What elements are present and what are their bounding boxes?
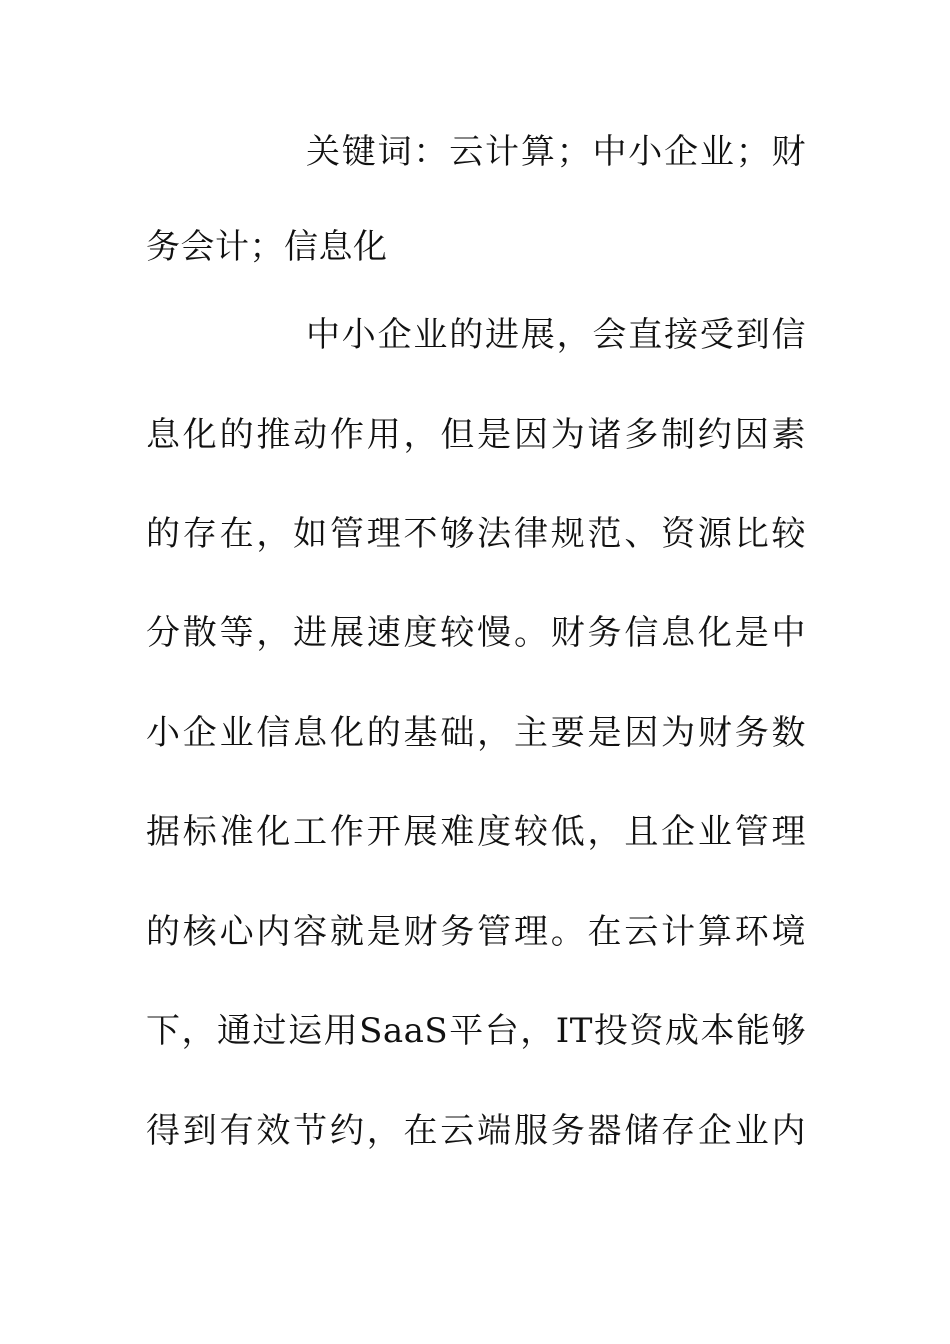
paragraph-line-5: 小企业信息化的基础，主要是因为财务数 [146,713,806,753]
paragraph-line-1: 中小企业的进展，会直接受到信 [306,315,806,355]
paragraph-line-3: 的存在，如管理不够法律规范、资源比较 [146,514,806,554]
paragraph-line-4: 分散等，进展速度较慢。财务信息化是中 [146,613,806,653]
paragraph-line-9: 得到有效节约，在云端服务器储存企业内 [146,1111,806,1151]
paragraph-line-2: 息化的推动作用，但是因为诸多制约因素 [146,415,806,455]
keywords-line-2: 务会计；信息化 [146,227,388,267]
paragraph-line-6: 据标准化工作开展难度较低，且企业管理 [146,812,806,852]
paragraph-line-8: 下，通过运用SaaS平台，IT投资成本能够 [146,1011,806,1051]
keywords-line-1: 关键词：云计算；中小企业；财 [306,132,806,172]
paragraph-line-7: 的核心内容就是财务管理。在云计算环境 [146,912,806,952]
